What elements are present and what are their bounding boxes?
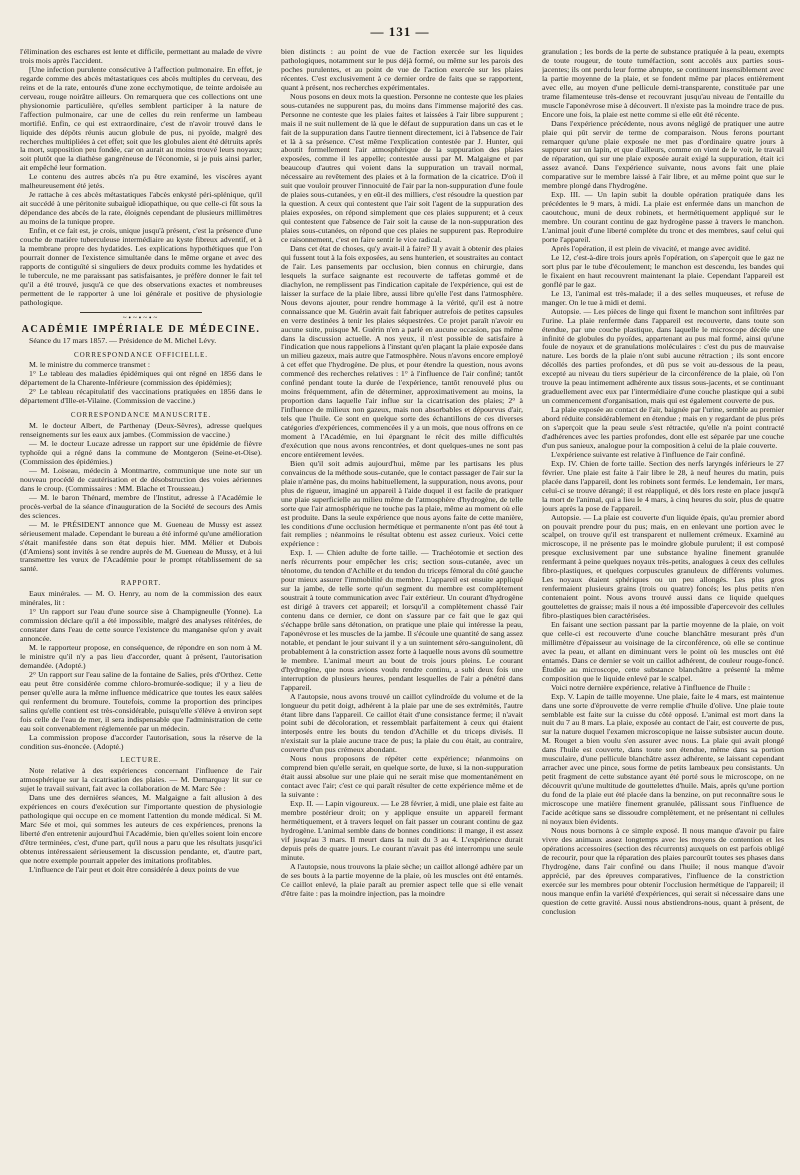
paragraph: [Une infection purulente consécutive à l'affection pulmonaire. En effet, je regarde comme des abcès métastatiques ces abcès multiples du cerveau, des reins et de la rate, entourés d'une zone ecchymotique, de teinte ardoisée au cerveau, rouge noirâtre ailleurs. On remarquera que ces collections ont une physionomie particulière, qu'elles semblent participer à la nature de l'affection pulmonaire, car une de celles du rein renferme un lambeau mortifié. Enfin, ce qui est extraordinaire, c'est de n'avoir trouvé dans le liquide des dépôts réunis aucun globule de pus, ni pyoïde, malgré des recherches multipliées à cet effet; soit que les globules aient été détruits après la mort, supposition peu fondée, car on aurait au moins trouvé leurs noyaux; soit plutôt que la diathèse gangréneuse de l'économie, si je puis ainsi parler, ait empêché leur formation. (20, 64, 262, 173)
paragraph: Bien qu'il soit admis aujourd'hui, même par les partisans les plus convaincus de la méthode sous-cutanée, que le contact passager de l'air sur la plaie n'amène pas, du moins habituellement, la suppuration, nous avons, pour plus de rigueur, imaginé un appareil à l'aide duquel il est facile de pratiquer une plaie superficielle au milieu même de l'atmosphère d'hydrogène, de telle sorte que l'air atmosphérique ne touche pas la plaie, même au moment où elle est produite. Dans la seule expérience que nous ayons faite de cette manière, les conditions d'une occlusion hermétique et permanente n'ont pas été tout à fait remplies ; néanmoins le résultat obtenu est assez curieux. Voici cette expérience : (281, 458, 523, 549)
paragraph: Autopsie. — La plaie est couverte d'un liquide épais, qu'au premier abord on pouvait prendre pour du pus; mais, en en enlevant une portion avec le scalpel, on trouve qu'il est transparent et nullement crémeux. Examiné au microscope, il ne présente pas le moindre globule purulent; il est composé presque exclusivement par une substance hyaline finement granulée renfermant à peine quelques noyaux très-petits, analogues à ceux des cellules fibro-plastiques, et quelques corpuscules granuleux de différents volumes. Les noyaux étaient sphériques ou un peu allongés. Les plus gros renfermaient plusieurs grains (trois ou quatre) foncés; les plus petits n'en contenaient point. Nous avons trouvé aussi dans ce liquide quelques gouttelettes de graisse; mais il nous a été impossible d'apercevoir des cellules fibro-plastiques bien caractérisées. (542, 512, 784, 621)
paragraph: — M. le PRÉSIDENT annonce que M. Gueneau de Mussy est assez sérieusement malade. Cependant le bureau a été informé qu'une amélioration s'était manifestée dans son état depuis hier. MM. Mélier et Dubois (d'Amiens) sont invités à se rendre auprès de M. Gueneau de Mussy, et à lui transmettre les vœux de l'Académie pour le prompt rétablissement de sa santé. (20, 519, 262, 574)
paragraph: Nous nous bornons à ce simple exposé. Il nous manque d'avoir pu faire vivre des animaux assez longtemps avec les moyens de contention et les opérations accessoires (section des récurrents) auxquels on est parfois obligé de recourir, pour que la réparation des plaies parcourût toutes ses phases dans l'hydrogène, dans l'air confiné ou dans l'huile; il nous manque d'avoir apprécié, par des épreuves comparatives, l'influence de la constriction exercée sur les membres pour obtenir l'occlusion hermétique de l'appareil; il nous manque enfin la variété d'expériences, qui serait si nécessaire dans une question de cette gravité. Aussi nous abstiendrons-nous, quant à présent, de conclusion (542, 825, 784, 916)
paragraph: l'élimination des eschares est lente et difficile, permettant au malade de vivre trois mois après l'accident. (20, 48, 262, 65)
paragraph: Exp. II. — Lapin vigoureux. — Le 28 février, à midi, une plaie est faite au membre postérieur droit; on y applique ensuite un appareil fermant hermétiquement, et à travers lequel on fait passer un courant continu de gaz hydrogène. L'animal semble dans de bonnes conditions: il mange, il est assez vif jusqu'au 3 mars. Il meurt dans la nuit du 3 au 4. L'expérience durait depuis près de quatre jours. Le courant n'avait pas été interrompu une seule minute. (281, 799, 523, 862)
paragraph: La plaie exposée au contact de l'air, baignée par l'urine, semble au premier abord réduite considérablement en étendue ; mais en y regardant de plus près on s'aperçoit que la peau seule s'est rétractée, qu'elle n'a point contracté d'adhérences avec les parties profondes, dont elle est séparée par une couche d'un pus sanieux, analogue pour la composition à celui de la plaie couverte. (542, 405, 784, 450)
academy-heading: ACADÉMIE IMPÉRIALE DE MÉDECINE. (21, 323, 261, 335)
paragraph: Autopsie. — Les pièces de linge qui fixent le manchon sont infiltrées par l'urine. La plaie renfermée dans l'appareil est recouverte, dans toute son étendue, par une couche plastique, dans laquelle le microscope décèle une infinité de globules du pyoïdes, appartenant au pus mal formé, ainsi qu'une foule de noyaux et de granulations moléculaires : c'est du pus de mauvaise nature. Les bords de la plaie n'ont subi aucune rétraction ; ils sont encore décollés des parties profondes, et dû pus se voit au-dessous de la peau, excepté au niveau du tiers supérieur de la circonférence de la plaie, où l'on trouve la peau intimement adhérente aux tissus sous-jacents, et se continuant graduellement avec eux par l'intermédiaire d'une couche plastique qui a subi un commencement d'organisation, mais qui est également couverte de pus. (542, 306, 784, 406)
paragraph: Eaux minérales. — M. O. Henry, au nom de la commission des eaux minérales, lit : (20, 589, 262, 608)
paragraph: L'influence de l'air peut et doit être considérée à deux points de vue (29, 864, 240, 874)
paragraph: Dans cet état de choses, qu'y avait-il à faire? Il y avait à obtenir des plaies qui fussent tout à la fois exposées, au sens hunterien, et soustraites au contact de l'air. Les pansements par occlusion, bien connus en chirurgie, dans lesquels la surface saignante est recouverte de taffetas gommé et de diachylon, ne remplissent pas l'indication capitale de l'expérience, qui est de laisser la surface de la plaie libre, aussi libre qu'elle l'est dans l'atmosphère. Nous devons ajouter, pour rendre hommage à la vérité, qu'il est à notre connaissance que M. Guérin avait fait fabriquer autrefois de petites capsules en verre destinées à tenir les plaies séquestrées. Ce projet paraît n'avoir eu aucune suite, puisque M. Guérin n'en a parlé en aucune occasion, pas même dans la discussion actuelle. A nos yeux, il n'est possible de satisfaire à l'indication que nous rappelions à l'instant qu'en plaçant la plaie exposée dans un milieu gazeux, mais autre que l'atmosphère. Nous n'avons encore employé à cet effet que l'hydrogène. De plus, et pour étendre la question, nous avons commencé des recherches relatives : 1° à l'influence de l'air confiné; tantôt confiné pendant toute la durée de l'expérience, tantôt renouvelé plus ou moins fréquemment, afin de déterminer, approximativement au moins, la proportion dans laquelle l'air influe sur la cicatrisation des plaies; 2° à l'influence de milieux non gazeux, mais non absorbables et dépourvus d'air, tels que l'huile. Ce sont en quelque sorte des échantillons de ces diverses catégories d'expériences, commencées il y a un mois, que nous offrons en ce moment à l'Académie, en lui épargnant le récit des mille difficultés d'exécution que nous avons rencontrées, et dont quelques-unes ne sont pas encore entièrement levées. (281, 243, 523, 459)
paragraph: 2° Un rapport sur l'eau saline de la fontaine de Salies, près d'Orthez. Cette eau peut être considérée comme chloro-bromurée-sodique; il y a lieu de penser qu'elle aura la même influence médicatrice que toutes les eaux salées qui renferment du bromure. Toutefois, comme la proportion des principes salins qu'elle contient est très-considérable, puisqu'elle s'élève à environ sept fois celle de l'eau de mer, il sera indispensable que l'administration de cette eau soit convenablement réglementée par un médecin. (20, 669, 262, 733)
column-1 (20, 48, 262, 1158)
paragraph: L'expérience suivante est relative à l'influence de l'air confiné. (551, 449, 746, 459)
paragraph: Après l'opération, il est plein de vivacité, et mange avec avidité. (551, 243, 751, 253)
paragraph: Dans une des dernières séances, M. Malgaigne a fait allusion à des expériences en cours d'exécution sur l'importante question de physiologie pathologique qui occupe en ce moment l'attention du monde médical. Si M. Marc Sée et moi, qui sommes les auteurs de ces expériences, prenons la liberté d'en entretenir aujourd'hui l'Académie, bien qu'elles soient loin encore d'être terminées, c'est, d'une part, qu'il nous a paru que les résultats jusqu'ici obtenus intéressaient sérieusement la discussion pendante, et, d'autre part, que notre exemple pourrait appeler des imitations profitables. (20, 793, 262, 865)
section-heading: CORRESPONDANCE MANUSCRITE. (70, 411, 212, 420)
section-heading: LECTURE. (120, 756, 162, 765)
paragraph: Nous posons en deux mots la question. Personne ne conteste que les plaies sous-cutanées ne suppurent pas, du moins dans l'immense majorité des cas. Personne ne conteste que les plaies faites et laissées à l'air libre suppurent ; mais il ne suit nullement de là que le défaut de suppuration dans un cas et le fait de la suppuration dans l'autre tiennent directement, ici à l'absence de l'air et là à sa présence. C'est même l'explication contestée par J. Hunter, qui aboutit formellement l'air atmosphérique de la suppuration des plaies exposées, comme il les appelle; contestée aussi par M. Malgaigne et par beaucoup d'autres qui voient dans la suppuration un travail normal, nécessaire au revêtement des plaies et à la formation de la cicatrice. D'où il suit que vouloir prouver l'innocuité de l'air par la non-suppuration d'une foule de plaies sous-cutanées, y en eût-il des milliers, c'est résoudre la question par la question. A ceux qui contestent que l'air soit l'agent de la suppuration des plaies exposées, on répond simplement que ces plaies suppurent; et à ceux qui contestent que l'absence de l'air soit la cause de la non-suppuration des plaies sous-cutanées, on répond que ces plaies ne suppurent pas. Reproduire ce raisonnement, c'est en faire sentir le vice radical. (281, 91, 523, 245)
paragraph: — M. Loiseau, médecin à Montmartre, communique une note sur un nouveau procédé de cautérisation et de désobstruction des voies aériennes dans le croup. (Commissaires : MM. Blache et Trousseau.) (20, 465, 262, 493)
paragraph: Note relative à des expériences concernant l'influence de l'air atmosphérique sur la cicatrisation des plaies. — M. Demarquay lit sur ce sujet le travail suivant, fait avec la collaboration de M. Marc Sée : (20, 766, 262, 794)
paragraph: Exp. I. — Chien adulte de forte taille. — Trachéotomie et section des nerfs récurrents pour empêcher les cris; section sous-cutanée, avec un ténotome, du tendon d'Achille et du tendon du triceps fémoral du côté gauche pour mieux assurer l'immobilité du membre. L'appareil est ensuite appliqué sur la jambe, de telle sorte qu'un segment du membre est complètement soustrait à toute communication avec l'air extérieur. Un courant d'hydrogène est dirigé à travers cet appareil; et lorsqu'il a complètement chassé l'air contenu dans ce dernier, ce dont on s'assure par ce fait que le gaz qui s'échappe brûle sans détonation, on pratique une plaie qui intéresse la peau, l'aponévrose et les muscles de la jambe. Il s'écoule une quantité de sang assez notable, et pendant le jour suivant il y a un suintement séro-sanguinolent, dû probablement à la constriction assez forte à laquelle nous avons dû soumettre le membre. L'animal meurt au bout de trois jours pleins. Le courant d'hydrogène, que nous avions voulu rendre continu, a subi deux fois une interruption de plusieurs heures, pendant lesquelles de l'air a pénétré dans l'appareil. (281, 548, 523, 692)
paragraph: Le contenu des autres abcès n'a pu être examiné, les viscères ayant malheureusement été jetés. (20, 172, 262, 191)
ornament-divider: ~•~•~•~ (122, 313, 160, 322)
paragraph: A l'autopsie, nous avons trouvé un caillot cylindroïde du volume et de la longueur du petit doigt, adhérent à la plaie par une de ses extrémités, l'autre étant libre dans l'appareil. Ce caillot était d'une consistance ferme; il n'avait point subi de décoloration, et ressemblait parfaitement à ceux qui étaient interposés entre les bouts du tendon d'Achille et du triceps divisés. Il n'existait sur la plaie aucune trace de pus; la plaie du cou était, au contraire, couverte d'un pus crémeux abondant. (281, 691, 523, 755)
paragraph: Exp. IV. Chien de forte taille. Section des nerfs laryngés inférieurs le 27 février. Une plaie est faite à l'air libre le 28, à neuf heures du matin, puis placée dans l'appareil, dont les robinets sont fermés. Le lendemain, 1er mars, celui-ci se trouve dérangé; il est réappliqué, et dès lors reste en place jusqu'à la mort de l'animal, qui a lieu le 4 mars, à cinq heures du soir, plus de quatre jours après la pose de l'appareil. (542, 458, 784, 513)
paragraph: M. le docteur Albert, de Parthenay (Deux-Sèvres), adresse quelques renseignements sur les eaux aux jambes. (Commission de vaccine.) (20, 421, 262, 440)
session-line: Séance du 17 mars 1857. — Présidence de M. Michel Lévy. (29, 335, 217, 345)
paragraph: Exp. V. Lapin de taille moyenne. Une plaie, faite le 4 mars, est maintenue dans une sorte d'éprouvette de verre remplie d'huile d'olive. Une plaie toute semblable est faite sur la cuisse du côté opposé. L'animal est mort dans la nuit du 7 au 8 mars. La plaie, exposée au contact de l'air, est couverte de pus, sur la nature duquel l'examen microscopique ne laisse subsister aucun doute. M. Rouget a bien voulu s'en assurer avec nous. La plaie qui avait plongé dans l'huile est couverte, dans toute son étendue, même dans sa portion musculaire, d'une pellicule blanchâtre assez adhérente, se laissant cependant arracher avec une pince, sous forme de petits lambeaux peu consistants. Un petit fragment de cette substance ayant été porté sous le microscope, on ne découvrit qu'une multitude de gouttelettes d'huile. Mais, après qu'une portion du fond de la plaie eut été placée dans la benzine, on put reconnaître sous le microscope une matière finement granulée, pâlissant sous l'influence de l'acide acétique sans se dissoudre complètement, et ne présentant ni cellules ni noyaux bien évidents. (542, 691, 784, 826)
section-divider (80, 312, 202, 313)
paragraph: Le 12, c'est-à-dire trois jours après l'opération, on s'aperçoit que le gaz ne sort plus par le tube d'écoulement; le manchon est descendu, les bandes qui le fixaient en haut recouvrent maintenant la plaie. Cependant l'appareil est gonflé par le gaz. (542, 252, 784, 289)
paragraph: Voici notre dernière expérience, relative à l'influence de l'huile : (551, 682, 751, 692)
section-heading: CORRESPONDANCE OFFICIELLE. (73, 350, 209, 359)
paragraph: Le 13, l'animal est très-malade; il a des selles muqueuses, et refuse de manger. On le tue à midi et demi. (542, 288, 784, 307)
paragraph: M. le rapporteur propose, en conséquence, de répondre en son nom à M. le ministre qu'il n'y a pas lieu d'accorder, quant à présent, l'autorisation demandée. (Adopté.) (20, 643, 262, 670)
paragraph: En faisant une section passant par la partie moyenne de la plaie, on voit que celle-ci est recouverte d'une couche blanchâtre mesurant près d'un millimètre d'épaisseur au voisinage de la circonférence, où elle se continue avec la peau, et allant en diminuant vers le point où les muscles ont été entamés. Dans ce dernier se voit un caillot adhérent, de couleur rouge-foncé. Étudiée au microscope, cette substance blanchâtre a présenté la même composition que le liquide enlevé par le scalpel. (542, 620, 784, 683)
paragraph: La commission propose d'accorder l'autorisation, sous la réserve de la condition sus-énoncée. (Adopté.) (20, 732, 262, 751)
paragraph: — M. le baron Thénard, membre de l'Institut, adresse à l'Académie le procès-verbal de la séance d'inauguration de la Société de secours des Amis des sciences. (20, 492, 262, 520)
paragraph: Enfin, et ce fait est, je crois, unique jusqu'à présent, c'est la présence d'une couche de matière tuberculeuse intermédiaire au kyste fibreux adventif, et à la membrane propre des hydatides. Les explications hypothétiques que l'on pourrait donner de l'existence simultanée dans le même organe et avec des rapports de contiguïté si singuliers de deux produits comme les hydatides et le tubercule, ne me paraissant pas satisfaisantes, je préfère donner le fait tel qu'il a été trouvé, jusqu'à ce que des observations exactes et nombreuses permettent de le rapporter à une loi générale et positive de physiologie pathologique. (20, 226, 262, 307)
column-2 (281, 48, 523, 1158)
column-3 (542, 48, 784, 1158)
paragraph: M. le ministre du commerce transmet : (29, 360, 151, 370)
paragraph: — M. le docteur Lucaze adresse un rapport sur une épidémie de fièvre typhoïde qui a régné dans la commune de Montgeron (Seine-et-Oise). (Commission des épidémies.) (20, 439, 262, 466)
paragraph: bien distincts : au point de vue de l'action exercée sur les liquides pathologiques, notamment sur le pus déjà formé, ou même sur les parois des poches purulentes, et au point de vue de l'action exercée sur les plaies récentes. C'est exclusivement à ce dernier ordre de faits que se rapportent, quant à présent, nos recherches expérimentales. (281, 48, 523, 92)
paragraph: 1° Le tableau des maladies épidémiques qui ont régné en 1856 dans le département de la Charente-Inférieure (commission des épidémies); (20, 369, 262, 388)
section-heading: RAPPORT. (120, 579, 162, 588)
paragraph: 1° Un rapport sur l'eau d'une source sise à Champigneulle (Yonne). La commission déclare qu'il a été impossible, malgré des analyses réitérées, de constater dans l'eau de cette source l'existence du manganèse qu'on y avait annoncée. (20, 607, 262, 644)
paragraph: granulation ; les bords de la perte de substance pratiquée à la peau, exempts de toute rougeur, de toute tuméfaction, sont accolés aux parties sous-jacentes; ils ont perdu leur forme abrupte, se continuent insensiblement avec la partie moyenne de la plaie, et se fondent même par places entièrement avec elle, au moyen d'une pellicule demi-transparente, constituée par une trame filamenteuse très-dense et recouvrant jusqu'au niveau de l'entaille du muscle l'aponévrose mise à découvert. Il n'existe pas la moindre trace de pus. Encore une fois, la plaie est nette comme si elle eût été récente. (542, 48, 784, 119)
paragraph: A l'autopsie, nous trouvons la plaie sèche; un caillot allongé adhère par un de ses bouts à la partie moyenne de la plaie, où les muscles ont été entamés. Ce caillot enlevé, la plaie paraît au premier aspect telle que si elle venait d'être faite : pas la moindre injection, pas la moindre (281, 861, 523, 898)
paragraph: 2° Le tableau récapitulatif des vaccinations pratiquées en 1856 dans le département d'Ille-et-Vilaine. (Commission de vaccine.) (20, 387, 262, 406)
paragraph: Dans l'expérience précédente, nous avons négligé de pratiquer une autre plaie qui pût servir de terme de comparaison. Nous ferons pourtant remarquer qu'une plaie exposée ne met pas d'ordinaire quatre jours à suppurer sur un lapin, et que d'ailleurs, comme on vient de le voir, le travail de réparation, qui sur une plaie exposée aurait exigé la suppuration, était ici assez avancé. Dans l'expérience suivante, nous avons fait une plaie comparative sur le membre laissé à l'air libre, et au même point que sur le membre plongé dans l'hydrogène. (542, 118, 784, 191)
paragraph: Exp. III. — Un lapin subit la double opération pratiquée dans les précédentes le 9 mars, à midi. La plaie est enfermée dans un manchon de caoutchouc, muni de deux robinets, et hermétiquement appliqué sur le membre. Un courant continu de gaz hydrogène passe à travers le manchon. L'animal jouit d'une liberté complète du tronc et des membres, sauf celui qui porte l'appareil. (542, 190, 784, 245)
paragraph: Nous nous proposons de répéter cette expérience; néanmoins on comprend bien qu'elle serait, en quelque sorte, de luxe, si la non-suppuration était aussi absolue sur une plaie qui ne serait mise que momentanément en contact avec l'air; c'est ce qui paraît résulter de cette expérience même et de la suivante : (281, 754, 523, 800)
page-number: — 131 — (370, 24, 430, 39)
paragraph: Je rattache à ces abcès métastatiques l'abcès enkysté péri-splénique, qu'il ait succédé à une péritonite subaiguë idiopathique, ou que celle-ci fût sous la dépendance des abcès de la rate, éloignés cependant de plusieurs millimètres au moins de la tunique propre. (20, 190, 262, 227)
